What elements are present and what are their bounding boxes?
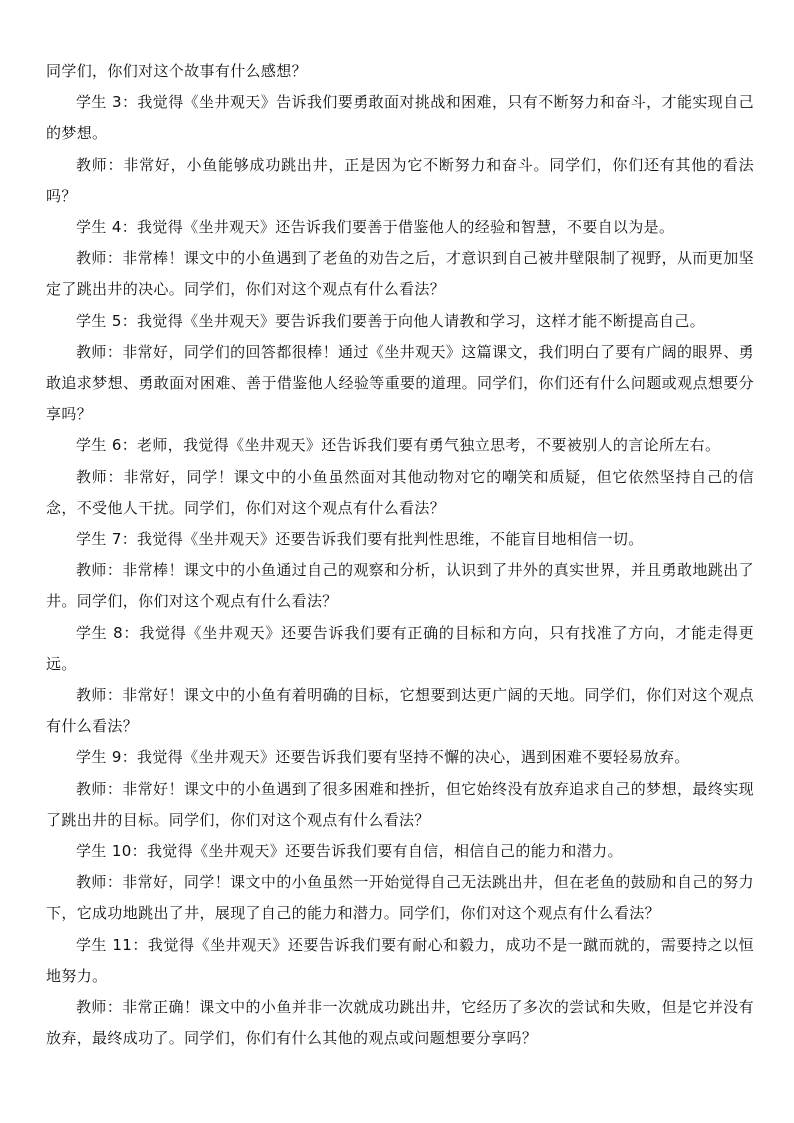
paragraph-student-8: 学生 8：我觉得《坐井观天》还要告诉我们要有正确的目标和方向，只有找准了方向，才能走得更远。	[46, 623, 754, 673]
paragraph-teacher-5: 教师：非常棒！课文中的小鱼通过自己的观察和分析，认识到了井外的真实世界，并且勇敢地跳出了井。同学们，你们对这个观点有什么看法？	[46, 561, 754, 611]
document-page	[46, 56, 754, 1055]
paragraph-student-11: 学生 11：我觉得《坐井观天》还要告诉我们要有耐心和毅力，成功不是一蹴而就的，需要持之以恒地努力。	[46, 935, 754, 985]
paragraph-opening-question: 同学们，你们对这个故事有什么感想？	[46, 62, 307, 80]
paragraph-student-6: 学生 6：老师，我觉得《坐井观天》还告诉我们要有勇气独立思考，不要被别人的言论所左右。	[76, 436, 721, 455]
paragraph-student-7: 学生 7：我觉得《坐井观天》还要告诉我们要有批判性思维，不能盲目地相信一切。	[76, 530, 644, 549]
paragraph-student-3: 学生 3：我觉得《坐井观天》告诉我们要勇敢面对挑战和困难，只有不断努力和奋斗，才能实现自己的梦想。	[46, 93, 754, 143]
paragraph-student-9: 学生 9：我觉得《坐井观天》还要告诉我们要有坚持不懈的决心，遇到困难不要轻易放弃。	[76, 748, 690, 767]
paragraph-student-5: 学生 5：我觉得《坐井观天》要告诉我们要善于向他人请教和学习，这样才能不断提高自己。	[76, 311, 706, 330]
paragraph-teacher-9: 教师：非常正确！课文中的小鱼并非一次就成功跳出井，它经历了多次的尝试和失败，但是它并没有放弃，最终成功了。同学们，你们有什么其他的观点或问题想要分享吗？	[46, 998, 754, 1048]
paragraph-teacher-7: 教师：非常好！课文中的小鱼遇到了很多困难和挫折，但它始终没有放弃追求自己的梦想，最终实现了跳出井的目标。同学们，你们对这个观点有什么看法？	[46, 779, 754, 829]
paragraph-teacher-2: 教师：非常棒！课文中的小鱼遇到了老鱼的劝告之后，才意识到自己被井壁限制了视野，从而更加坚定了跳出井的决心。同学们，你们对这个观点有什么看法？	[46, 249, 754, 299]
paragraph-student-4: 学生 4：我觉得《坐井观天》还告诉我们要善于借鉴他人的经验和智慧，不要自以为是。	[76, 218, 675, 237]
paragraph-teacher-4: 教师：非常好，同学！课文中的小鱼虽然面对其他动物对它的嘲笑和质疑，但它依然坚持自己的信念，不受他人干扰。同学们，你们对这个观点有什么看法？	[46, 467, 754, 517]
paragraph-teacher-1: 教师：非常好，小鱼能够成功跳出井，正是因为它不断努力和奋斗。同学们，你们还有其他的看法吗？	[46, 155, 754, 205]
paragraph-teacher-8: 教师：非常好，同学！课文中的小鱼虽然一开始觉得自己无法跳出井，但在老鱼的鼓励和自己的努力下，它成功地跳出了井，展现了自己的能力和潜力。同学们，你们对这个观点有什么看法？	[46, 873, 754, 923]
paragraph-student-10: 学生 10：我觉得《坐井观天》还要告诉我们要有自信，相信自己的能力和潜力。	[76, 842, 623, 861]
paragraph-teacher-3: 教师：非常好，同学们的回答都很棒！通过《坐井观天》这篇课文，我们明白了要有广阔的眼界、勇敢追求梦想、勇敢面对困难、善于借鉴他人经验等重要的道理。同学们，你们还有什么问题或观点想要分享吗？	[46, 342, 754, 424]
paragraph-teacher-6: 教师：非常好！课文中的小鱼有着明确的目标，它想要到达更广阔的天地。同学们，你们对这个观点有什么看法？	[46, 686, 754, 736]
